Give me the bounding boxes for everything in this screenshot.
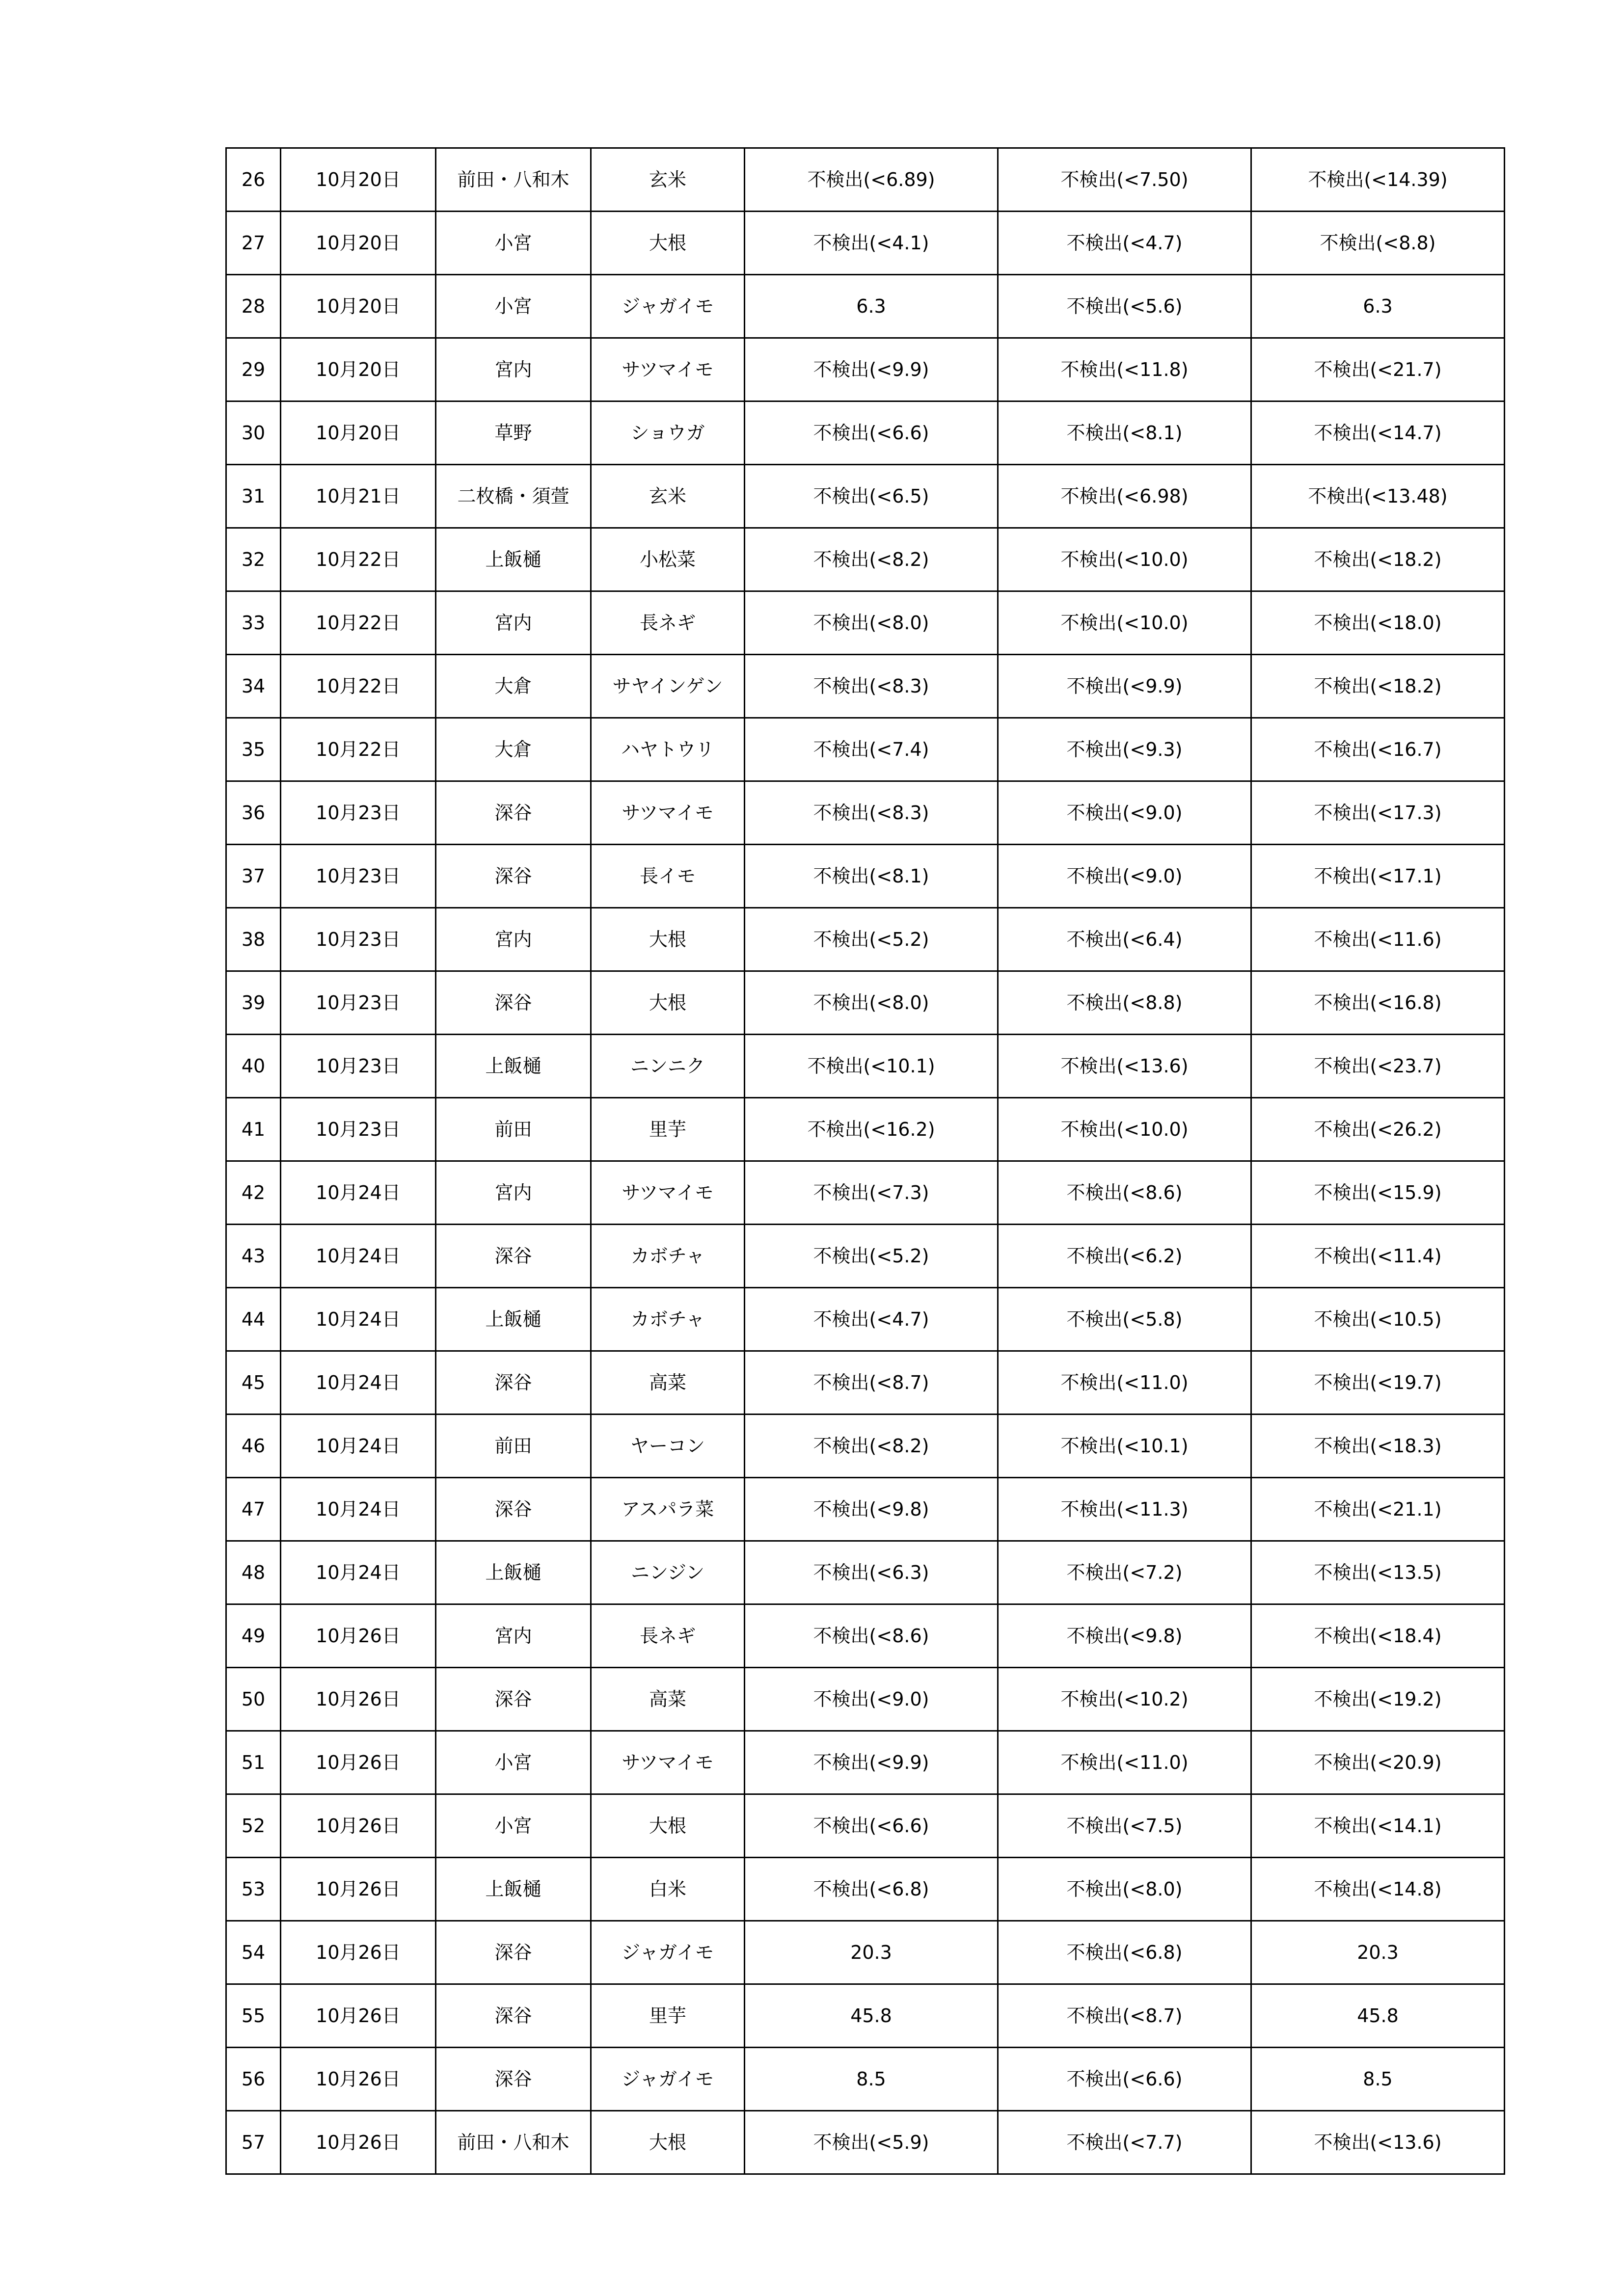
cell-value-3: 不検出(<13.5) (1251, 1541, 1505, 1604)
inspection-results-table (225, 147, 1505, 2175)
table-row (226, 2111, 1505, 2174)
cell-item: 長ネギ (591, 591, 745, 655)
cell-value-2: 不検出(<13.6) (998, 1035, 1251, 1098)
cell-value-1: 不検出(<8.3) (745, 655, 998, 718)
cell-value-1: 不検出(<5.2) (745, 908, 998, 971)
table-row (226, 1794, 1505, 1858)
cell-area: 前田・八和木 (436, 148, 591, 212)
cell-item: サツマイモ (591, 1161, 745, 1225)
cell-number: 29 (226, 338, 281, 401)
table-row (226, 275, 1505, 338)
cell-value-2: 不検出(<11.0) (998, 1351, 1251, 1415)
cell-value-1: 不検出(<9.8) (745, 1478, 998, 1541)
cell-value-3: 不検出(<18.3) (1251, 1415, 1505, 1478)
cell-number: 53 (226, 1858, 281, 1921)
cell-value-2: 不検出(<6.2) (998, 1225, 1251, 1288)
cell-area: 深谷 (436, 1225, 591, 1288)
cell-item: 高菜 (591, 1668, 745, 1731)
cell-item: サツマイモ (591, 781, 745, 845)
cell-value-1: 不検出(<8.7) (745, 1351, 998, 1415)
cell-value-3: 不検出(<14.7) (1251, 401, 1505, 465)
table-row (226, 338, 1505, 401)
table-row (226, 908, 1505, 971)
cell-item: サヤインゲン (591, 655, 745, 718)
table-row (226, 1604, 1505, 1668)
cell-number: 30 (226, 401, 281, 465)
cell-date: 10月20日 (281, 148, 436, 212)
cell-item: 大根 (591, 971, 745, 1035)
cell-area: 上飯樋 (436, 1541, 591, 1604)
table-row (226, 148, 1505, 212)
cell-value-3: 不検出(<11.6) (1251, 908, 1505, 971)
cell-date: 10月22日 (281, 718, 436, 781)
table-row (226, 1921, 1505, 1984)
cell-value-3: 45.8 (1251, 1984, 1505, 2048)
cell-value-2: 不検出(<9.0) (998, 781, 1251, 845)
table-row (226, 1668, 1505, 1731)
cell-value-2: 不検出(<10.0) (998, 528, 1251, 591)
cell-area: 宮内 (436, 908, 591, 971)
cell-item: アスパラ菜 (591, 1478, 745, 1541)
table-row (226, 781, 1505, 845)
cell-area: 深谷 (436, 971, 591, 1035)
cell-value-1: 不検出(<8.0) (745, 971, 998, 1035)
cell-number: 57 (226, 2111, 281, 2174)
cell-item: ヤーコン (591, 1415, 745, 1478)
cell-item: 里芋 (591, 1098, 745, 1161)
cell-item: 小松菜 (591, 528, 745, 591)
cell-date: 10月23日 (281, 781, 436, 845)
cell-area: 深谷 (436, 1668, 591, 1731)
cell-date: 10月26日 (281, 1984, 436, 2048)
cell-item: ハヤトウリ (591, 718, 745, 781)
cell-value-3: 不検出(<21.1) (1251, 1478, 1505, 1541)
cell-number: 51 (226, 1731, 281, 1794)
cell-area: 前田・八和木 (436, 2111, 591, 2174)
cell-area: 上飯樋 (436, 1288, 591, 1351)
cell-value-1: 不検出(<6.89) (745, 148, 998, 212)
cell-area: 小宮 (436, 212, 591, 275)
cell-area: 小宮 (436, 1731, 591, 1794)
cell-date: 10月24日 (281, 1161, 436, 1225)
cell-number: 41 (226, 1098, 281, 1161)
cell-value-1: 不検出(<8.2) (745, 528, 998, 591)
cell-value-2: 不検出(<9.8) (998, 1604, 1251, 1668)
cell-value-3: 不検出(<13.48) (1251, 465, 1505, 528)
table-row (226, 1288, 1505, 1351)
cell-area: 上飯樋 (436, 528, 591, 591)
cell-area: 深谷 (436, 1478, 591, 1541)
table-row (226, 1858, 1505, 1921)
cell-number: 54 (226, 1921, 281, 1984)
cell-value-3: 不検出(<21.7) (1251, 338, 1505, 401)
cell-number: 32 (226, 528, 281, 591)
cell-value-1: 不検出(<6.3) (745, 1541, 998, 1604)
cell-date: 10月26日 (281, 1794, 436, 1858)
cell-value-2: 不検出(<11.0) (998, 1731, 1251, 1794)
cell-value-2: 不検出(<6.8) (998, 1921, 1251, 1984)
cell-value-3: 不検出(<19.7) (1251, 1351, 1505, 1415)
table-row (226, 1415, 1505, 1478)
cell-date: 10月26日 (281, 1604, 436, 1668)
cell-value-1: 不検出(<9.9) (745, 338, 998, 401)
cell-value-3: 20.3 (1251, 1921, 1505, 1984)
cell-value-1: 不検出(<5.9) (745, 2111, 998, 2174)
cell-number: 50 (226, 1668, 281, 1731)
cell-value-3: 8.5 (1251, 2048, 1505, 2111)
table-row (226, 212, 1505, 275)
cell-value-3: 不検出(<16.7) (1251, 718, 1505, 781)
cell-value-2: 不検出(<10.0) (998, 1098, 1251, 1161)
cell-value-3: 不検出(<11.4) (1251, 1225, 1505, 1288)
cell-value-2: 不検出(<7.7) (998, 2111, 1251, 2174)
table-row (226, 1351, 1505, 1415)
cell-area: 宮内 (436, 1161, 591, 1225)
cell-area: 深谷 (436, 845, 591, 908)
cell-value-2: 不検出(<8.6) (998, 1161, 1251, 1225)
cell-date: 10月24日 (281, 1541, 436, 1604)
cell-area: 宮内 (436, 1604, 591, 1668)
cell-value-1: 不検出(<6.6) (745, 1794, 998, 1858)
cell-value-2: 不検出(<9.3) (998, 718, 1251, 781)
cell-item: 大根 (591, 2111, 745, 2174)
cell-item: ニンジン (591, 1541, 745, 1604)
cell-value-1: 不検出(<8.0) (745, 591, 998, 655)
cell-item: 里芋 (591, 1984, 745, 2048)
cell-value-2: 不検出(<5.8) (998, 1288, 1251, 1351)
cell-value-1: 45.8 (745, 1984, 998, 2048)
cell-item: サツマイモ (591, 1731, 745, 1794)
cell-value-2: 不検出(<9.0) (998, 845, 1251, 908)
cell-value-3: 不検出(<26.2) (1251, 1098, 1505, 1161)
cell-number: 56 (226, 2048, 281, 2111)
cell-value-3: 不検出(<14.1) (1251, 1794, 1505, 1858)
cell-number: 27 (226, 212, 281, 275)
cell-date: 10月23日 (281, 908, 436, 971)
cell-number: 46 (226, 1415, 281, 1478)
cell-area: 宮内 (436, 591, 591, 655)
cell-value-2: 不検出(<8.8) (998, 971, 1251, 1035)
cell-value-3: 不検出(<16.8) (1251, 971, 1505, 1035)
table-row (226, 1731, 1505, 1794)
cell-value-2: 不検出(<6.4) (998, 908, 1251, 971)
cell-date: 10月22日 (281, 591, 436, 655)
cell-value-2: 不検出(<7.50) (998, 148, 1251, 212)
table-row (226, 1225, 1505, 1288)
cell-date: 10月22日 (281, 655, 436, 718)
cell-item: 高菜 (591, 1351, 745, 1415)
cell-value-1: 不検出(<8.2) (745, 1415, 998, 1478)
cell-number: 43 (226, 1225, 281, 1288)
cell-area: 小宮 (436, 275, 591, 338)
cell-value-3: 不検出(<23.7) (1251, 1035, 1505, 1098)
cell-value-1: 不検出(<6.5) (745, 465, 998, 528)
cell-item: ショウガ (591, 401, 745, 465)
cell-area: 大倉 (436, 718, 591, 781)
cell-value-1: 不検出(<4.1) (745, 212, 998, 275)
cell-value-1: 6.3 (745, 275, 998, 338)
table-row (226, 1984, 1505, 2048)
cell-value-2: 不検出(<11.8) (998, 338, 1251, 401)
cell-value-3: 不検出(<19.2) (1251, 1668, 1505, 1731)
cell-value-1: 不検出(<10.1) (745, 1035, 998, 1098)
cell-value-2: 不検出(<7.5) (998, 1794, 1251, 1858)
cell-date: 10月26日 (281, 1731, 436, 1794)
cell-area: 上飯樋 (436, 1858, 591, 1921)
cell-value-3: 不検出(<15.9) (1251, 1161, 1505, 1225)
cell-date: 10月26日 (281, 1921, 436, 1984)
cell-value-1: 不検出(<4.7) (745, 1288, 998, 1351)
cell-number: 52 (226, 1794, 281, 1858)
cell-item: 大根 (591, 212, 745, 275)
cell-area: 上飯樋 (436, 1035, 591, 1098)
table-row (226, 528, 1505, 591)
cell-date: 10月23日 (281, 845, 436, 908)
cell-value-2: 不検出(<9.9) (998, 655, 1251, 718)
cell-number: 42 (226, 1161, 281, 1225)
cell-date: 10月24日 (281, 1478, 436, 1541)
cell-item: 長イモ (591, 845, 745, 908)
table-row (226, 1035, 1505, 1098)
cell-area: 草野 (436, 401, 591, 465)
cell-value-3: 不検出(<8.8) (1251, 212, 1505, 275)
cell-item: ジャガイモ (591, 1921, 745, 1984)
table-row (226, 591, 1505, 655)
table-row (226, 465, 1505, 528)
cell-date: 10月23日 (281, 1098, 436, 1161)
cell-item: 長ネギ (591, 1604, 745, 1668)
cell-number: 38 (226, 908, 281, 971)
cell-item: ジャガイモ (591, 2048, 745, 2111)
cell-number: 33 (226, 591, 281, 655)
cell-number: 37 (226, 845, 281, 908)
cell-item: 大根 (591, 1794, 745, 1858)
cell-value-2: 不検出(<10.1) (998, 1415, 1251, 1478)
table-row (226, 845, 1505, 908)
cell-area: 深谷 (436, 1351, 591, 1415)
cell-date: 10月26日 (281, 2048, 436, 2111)
cell-value-2: 不検出(<4.7) (998, 212, 1251, 275)
cell-item: 玄米 (591, 148, 745, 212)
cell-value-1: 不検出(<8.3) (745, 781, 998, 845)
cell-value-3: 不検出(<17.3) (1251, 781, 1505, 845)
cell-number: 26 (226, 148, 281, 212)
cell-date: 10月21日 (281, 465, 436, 528)
cell-number: 47 (226, 1478, 281, 1541)
cell-area: 大倉 (436, 655, 591, 718)
cell-area: 深谷 (436, 781, 591, 845)
cell-value-2: 不検出(<7.2) (998, 1541, 1251, 1604)
cell-date: 10月23日 (281, 1035, 436, 1098)
cell-value-1: 8.5 (745, 2048, 998, 2111)
cell-item: サツマイモ (591, 338, 745, 401)
table-row (226, 2048, 1505, 2111)
table-row (226, 1541, 1505, 1604)
cell-area: 前田 (436, 1098, 591, 1161)
cell-value-1: 不検出(<9.0) (745, 1668, 998, 1731)
cell-date: 10月24日 (281, 1415, 436, 1478)
cell-area: 宮内 (436, 338, 591, 401)
cell-number: 44 (226, 1288, 281, 1351)
cell-number: 39 (226, 971, 281, 1035)
cell-number: 45 (226, 1351, 281, 1415)
cell-value-1: 不検出(<6.8) (745, 1858, 998, 1921)
cell-area: 深谷 (436, 1921, 591, 1984)
cell-number: 35 (226, 718, 281, 781)
cell-area: 深谷 (436, 1984, 591, 2048)
cell-item: 大根 (591, 908, 745, 971)
cell-value-3: 不検出(<18.2) (1251, 528, 1505, 591)
cell-value-1: 不検出(<8.6) (745, 1604, 998, 1668)
cell-value-3: 不検出(<10.5) (1251, 1288, 1505, 1351)
cell-value-3: 不検出(<20.9) (1251, 1731, 1505, 1794)
cell-item: ニンニク (591, 1035, 745, 1098)
cell-item: ジャガイモ (591, 275, 745, 338)
cell-value-2: 不検出(<6.6) (998, 2048, 1251, 2111)
cell-number: 34 (226, 655, 281, 718)
cell-value-3: 不検出(<18.4) (1251, 1604, 1505, 1668)
cell-number: 40 (226, 1035, 281, 1098)
table-body (226, 148, 1505, 2174)
cell-number: 49 (226, 1604, 281, 1668)
cell-value-2: 不検出(<5.6) (998, 275, 1251, 338)
cell-number: 31 (226, 465, 281, 528)
cell-value-1: 不検出(<7.4) (745, 718, 998, 781)
table-row (226, 971, 1505, 1035)
cell-value-2: 不検出(<8.0) (998, 1858, 1251, 1921)
cell-item: カボチャ (591, 1288, 745, 1351)
cell-value-1: 20.3 (745, 1921, 998, 1984)
cell-number: 55 (226, 1984, 281, 2048)
cell-date: 10月20日 (281, 275, 436, 338)
cell-value-1: 不検出(<7.3) (745, 1161, 998, 1225)
cell-date: 10月26日 (281, 2111, 436, 2174)
cell-value-3: 不検出(<13.6) (1251, 2111, 1505, 2174)
cell-value-2: 不検出(<10.2) (998, 1668, 1251, 1731)
cell-value-3: 不検出(<14.8) (1251, 1858, 1505, 1921)
cell-value-1: 不検出(<5.2) (745, 1225, 998, 1288)
cell-date: 10月23日 (281, 971, 436, 1035)
cell-value-1: 不検出(<6.6) (745, 401, 998, 465)
table-row (226, 1098, 1505, 1161)
cell-value-2: 不検出(<6.98) (998, 465, 1251, 528)
cell-date: 10月22日 (281, 528, 436, 591)
cell-number: 28 (226, 275, 281, 338)
cell-date: 10月20日 (281, 338, 436, 401)
table-row (226, 1478, 1505, 1541)
cell-date: 10月26日 (281, 1858, 436, 1921)
cell-date: 10月24日 (281, 1351, 436, 1415)
cell-date: 10月24日 (281, 1225, 436, 1288)
cell-value-3: 不検出(<17.1) (1251, 845, 1505, 908)
cell-value-3: 不検出(<14.39) (1251, 148, 1505, 212)
cell-value-3: 6.3 (1251, 275, 1505, 338)
cell-area: 二枚橋・須萱 (436, 465, 591, 528)
cell-number: 36 (226, 781, 281, 845)
cell-value-2: 不検出(<10.0) (998, 591, 1251, 655)
cell-value-3: 不検出(<18.2) (1251, 655, 1505, 718)
cell-area: 小宮 (436, 1794, 591, 1858)
cell-item: 玄米 (591, 465, 745, 528)
table-row (226, 1161, 1505, 1225)
cell-item: 白米 (591, 1858, 745, 1921)
table-row (226, 718, 1505, 781)
cell-value-1: 不検出(<8.1) (745, 845, 998, 908)
cell-number: 48 (226, 1541, 281, 1604)
cell-date: 10月20日 (281, 401, 436, 465)
table-row (226, 655, 1505, 718)
cell-item: カボチャ (591, 1225, 745, 1288)
cell-value-2: 不検出(<8.7) (998, 1984, 1251, 2048)
cell-value-3: 不検出(<18.0) (1251, 591, 1505, 655)
cell-date: 10月26日 (281, 1668, 436, 1731)
cell-value-2: 不検出(<11.3) (998, 1478, 1251, 1541)
table-row (226, 401, 1505, 465)
cell-date: 10月20日 (281, 212, 436, 275)
cell-value-1: 不検出(<9.9) (745, 1731, 998, 1794)
cell-area: 深谷 (436, 2048, 591, 2111)
cell-value-1: 不検出(<16.2) (745, 1098, 998, 1161)
cell-area: 前田 (436, 1415, 591, 1478)
cell-value-2: 不検出(<8.1) (998, 401, 1251, 465)
cell-date: 10月24日 (281, 1288, 436, 1351)
